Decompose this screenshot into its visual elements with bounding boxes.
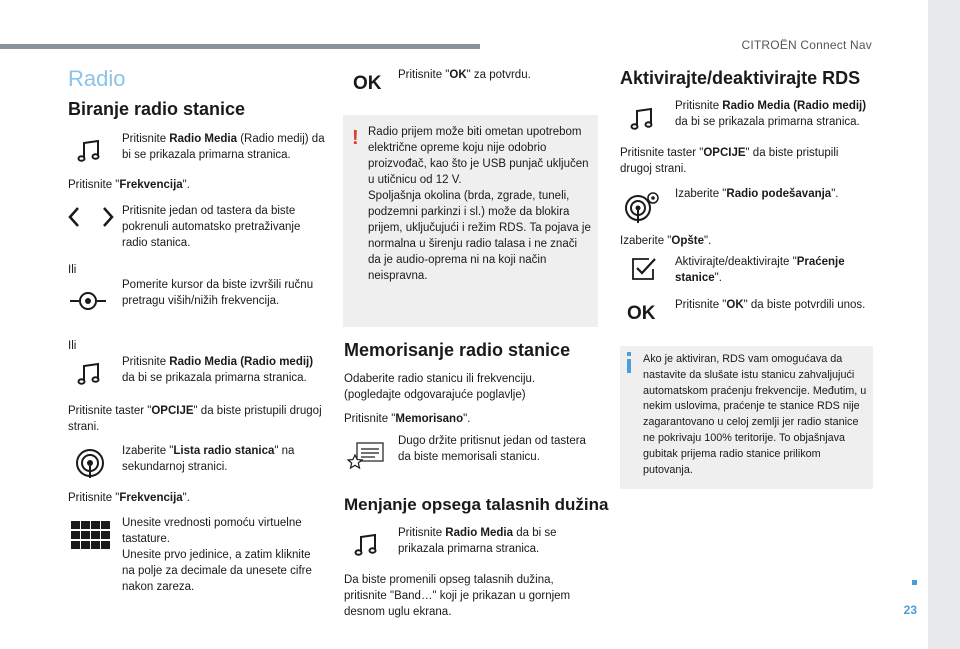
- page-number: 23: [903, 603, 917, 617]
- checkbox-icon: [628, 254, 658, 284]
- rds-ok-confirm: Pritisnite "OK" da biste potvrdili unos.: [675, 299, 866, 311]
- step-auto-search: Pritisnite jedan od tastera da biste pokrenuli automatsko pretraživanje radio stanica.: [122, 205, 301, 249]
- rds-press-opcije: Pritisnite taster "OPCIJE" da biste pristupili drugoj strani.: [620, 147, 839, 175]
- info-icon-bar: [627, 359, 631, 373]
- heading-biranje: Biranje radio stanice: [68, 99, 246, 119]
- section-title: Radio: [68, 66, 126, 91]
- press-frekvencija-1: Pritisnite "Frekvencija".: [68, 179, 190, 191]
- step-virtual-keyboard: [122, 515, 322, 595]
- ili-2: Ili: [68, 340, 77, 352]
- radio-station-icon: [73, 446, 107, 480]
- star-memory-icon: [345, 441, 385, 471]
- chevron-left-right-icon: [66, 205, 116, 229]
- warning-paragraph-1: Radio prijem može biti ometan upotrebom električne opreme koju nije odobrio proizvođač, kao što je USB punjač uključen u utičnicu od 12 V.: [368, 126, 589, 186]
- rds-step-radio-media: Pritisnite Radio Media (Radio medij) da bi se prikazala primarna stranica.: [675, 100, 867, 128]
- press-frekvencija-2: Pritisnite "Frekvencija".: [68, 492, 190, 504]
- ok-icon: OK: [353, 73, 382, 94]
- step-radio-media: Pritisnite Radio Media (Radio medij) da bi se prikazala primarna stranica.: [122, 133, 325, 161]
- band-step: Pritisnite Radio Media da bi se prikazala primarna stranica.: [398, 527, 557, 555]
- warning-icon: !: [352, 127, 359, 149]
- step-radio-media-2: Pritisnite Radio Media (Radio medij) da bi se prikazala primarna stranica.: [122, 356, 314, 384]
- rds-radio-podesavanja: Izaberite "Radio podešavanja".: [675, 188, 839, 200]
- music-note-icon: [75, 360, 103, 388]
- mem-hold-text: Dugo držite pritisnut jedan od tastera da biste memorisali stanicu.: [398, 435, 586, 463]
- press-opcije-left: Pritisnite taster "OPCIJE" da biste pristupili drugoj strani.: [68, 405, 322, 433]
- rds-pracenje-stanice: Aktivirajte/deaktivirajte "Praćenje stanice".: [675, 256, 845, 284]
- step-lista-stanica: Izaberite "Lista radio stanica" na sekundarnoj stranici.: [122, 445, 295, 473]
- step-manual-search: Pomerite kursor da biste izvršili ručnu pretragu viših/nižih frekvencija.: [122, 279, 314, 307]
- radio-settings-icon: [624, 190, 662, 224]
- header-rule: [0, 44, 480, 49]
- slider-knob-icon: [68, 288, 108, 314]
- band-text: Da biste promenili opseg talasnih dužina, pritisnite "Band…" koji je prikazan u gornjem desnom uglu ekrana.: [344, 574, 571, 618]
- music-note-icon: [352, 531, 380, 559]
- rds-opste: Izaberite "Opšte".: [620, 235, 712, 247]
- music-note-icon: [75, 137, 103, 165]
- warning-paragraph-2: Spoljašnja okolina (brda, zgrade, tuneli, podzemni parkinzi i sl.) može da blokira prijem, uključujući i režim RDS. Ta pojava je normalna u širenju radio talasa i ne znači da je audio-oprema ni na koji način neispravna.: [368, 190, 591, 282]
- ili-1: Ili: [68, 264, 77, 276]
- heading-memorisanje: Memorisanje radio stanice: [344, 340, 571, 360]
- music-note-icon: [628, 105, 656, 133]
- mem-select-text: Odaberite radio stanicu ili frekvenciju. (pogledajte odgovarajuće poglavlje): [344, 373, 536, 401]
- warning-text: [368, 124, 592, 284]
- step-ok-confirm: Pritisnite "OK" za potvrdu.: [398, 69, 531, 81]
- heading-rds: Aktivirajte/deaktivirajte RDS: [620, 68, 861, 88]
- info-icon: [627, 352, 631, 356]
- info-text: Ako je aktiviran, RDS vam omogućava da nastavite da slušate istu stanicu zahvaljujući automatskom praćenju frekvencije. Međutim, u nekim uslovima, praćenje te stanice RDS nije zagarantovano u celoj zemlji jer radio stanice ne pokrivaju 100% teritorije. To objašnjava gubitak prijema radio stanice prilikom putovanja.: [643, 353, 867, 476]
- ok-icon: OK: [627, 303, 656, 324]
- brand-label: CITROËN Connect Nav: [741, 38, 872, 52]
- page-sidebar: [928, 0, 960, 649]
- mem-press: Pritisnite "Memorisano".: [344, 413, 471, 425]
- step-virtual-keyboard-a: Unesite vrednosti pomoću virtuelne tastature.: [122, 517, 302, 545]
- page-marker: [912, 580, 917, 585]
- keypad-icon: [71, 521, 111, 551]
- step-virtual-keyboard-b: Unesite prvo jedinice, a zatim kliknite na polje za decimale da unesete cifre nakon zareza.: [122, 549, 312, 593]
- heading-band: Menjanje opsega talasnih dužina: [344, 495, 609, 514]
